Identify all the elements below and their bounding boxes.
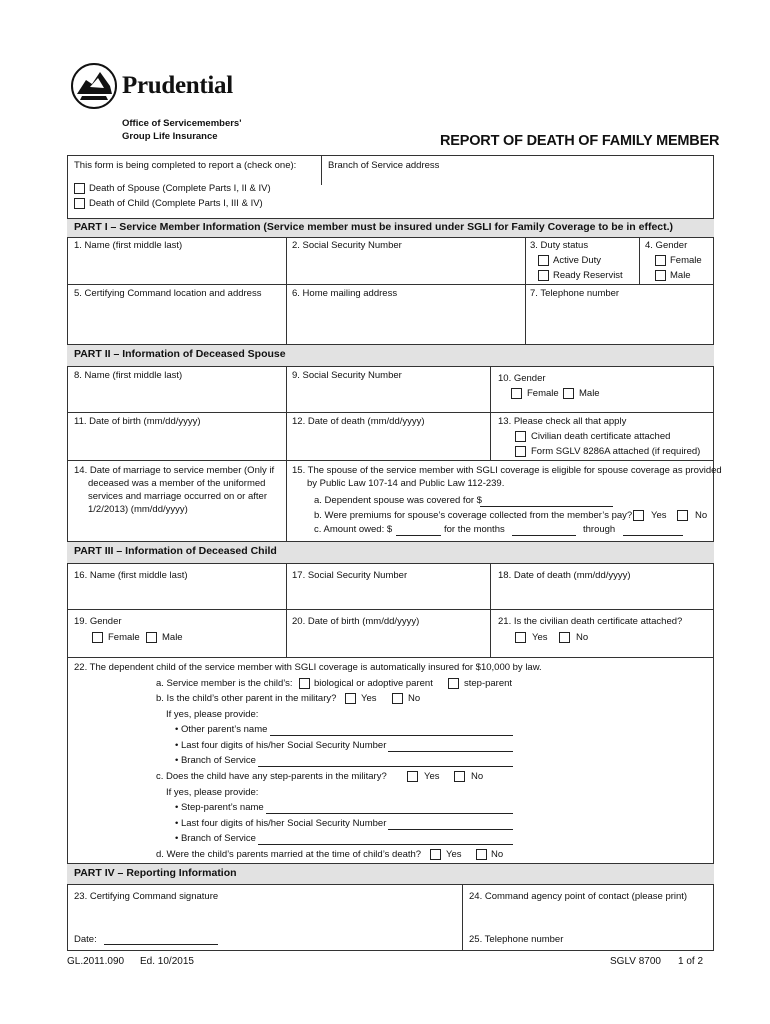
form-title: REPORT OF DEATH OF FAMILY MEMBER: [440, 133, 720, 149]
child-certificate-yes-label: Yes: [532, 632, 548, 643]
member-male-checkbox[interactable]: [655, 270, 666, 281]
premiums-no-checkbox[interactable]: [677, 510, 688, 521]
part-4-heading: PART IV – Reporting Information: [74, 867, 237, 879]
other-parent-name-line[interactable]: [270, 735, 513, 736]
signature-date-line[interactable]: [104, 944, 218, 945]
step-parent-military-yes-checkbox[interactable]: [407, 771, 418, 782]
step-parent-branch-line[interactable]: [258, 844, 513, 845]
spouse-female-checkbox[interactable]: [511, 388, 522, 399]
child-certificate-yes-checkbox[interactable]: [515, 632, 526, 643]
step-parent-name-line[interactable]: [266, 813, 513, 814]
parents-married-no-label: No: [491, 849, 504, 860]
premiums-yes-checkbox[interactable]: [633, 510, 644, 521]
field-21-label: 21. Is the civilian death certificate attached?: [498, 616, 683, 627]
footer-page-number: 1 of 2: [678, 956, 704, 967]
part-1-heading: PART I – Service Member Information (Service member must be insured under SGLI for Family Coverage to be in effect.): [74, 221, 674, 233]
parents-married-yes-label: Yes: [446, 849, 462, 860]
other-parent-military-no-checkbox[interactable]: [392, 693, 403, 704]
child-female-label: Female: [108, 632, 140, 643]
premiums-yes-label: Yes: [651, 510, 667, 521]
field-1-name-label: 1. Name (first middle last): [74, 240, 183, 251]
form-8286a-label: Form SGLV 8286A attached (if required): [531, 446, 701, 457]
field-15b-label: b. Were premiums for spouse’s coverage collected from the member’s pay?: [314, 510, 633, 521]
part-2-heading: PART II – Information of Deceased Spouse: [74, 348, 286, 360]
date-label: Date:: [74, 934, 97, 945]
field-9-ssn-label: 9. Social Security Number: [292, 370, 402, 381]
form-8286a-checkbox[interactable]: [515, 446, 526, 457]
child-certificate-no-label: No: [576, 632, 589, 643]
other-parent-military-yes-label: Yes: [361, 693, 377, 704]
death-of-spouse-label: Death of Spouse (Complete Parts I, II & IV): [89, 183, 271, 194]
field-14-line-2: deceased was a member of the uniformed: [88, 478, 266, 489]
step-parent-ssn-label: • Last four digits of his/her Social Security Number: [175, 818, 387, 829]
civilian-certificate-checkbox[interactable]: [515, 431, 526, 442]
spouse-male-label: Male: [579, 388, 600, 399]
ready-reservist-checkbox[interactable]: [538, 270, 549, 281]
member-male-label: Male: [670, 270, 691, 281]
field-15-line-2: by Public Law 107-14 and Public Law 112-239.: [307, 478, 505, 489]
field-25-telephone-label: 25. Telephone number: [469, 934, 564, 945]
field-6-home-address-label: 6. Home mailing address: [292, 288, 398, 299]
report-purpose-label: This form is being completed to report a (check one):: [74, 160, 297, 171]
step-parent-military-no-checkbox[interactable]: [454, 771, 465, 782]
amount-owed-line[interactable]: [396, 535, 441, 536]
other-parent-branch-line[interactable]: [258, 766, 513, 767]
field-23-signature-label: 23. Certifying Command signature: [74, 891, 219, 902]
active-duty-checkbox[interactable]: [538, 255, 549, 266]
step-parent-ssn-line[interactable]: [388, 829, 513, 830]
branch-address-label: Branch of Service address: [328, 160, 440, 171]
field-24-contact-label: 24. Command agency point of contact (please print): [469, 891, 688, 902]
field-15c-label: c. Amount owed: $: [314, 524, 393, 535]
footer-form-code: GL.2011.090: [67, 956, 125, 967]
parents-married-no-checkbox[interactable]: [476, 849, 487, 860]
step-parent-military-yes-label: Yes: [424, 771, 440, 782]
field-8-name-label: 8. Name (first middle last): [74, 370, 183, 381]
other-parent-military-yes-checkbox[interactable]: [345, 693, 356, 704]
child-male-checkbox[interactable]: [146, 632, 157, 643]
footer-edition: Ed. 10/2015: [140, 956, 194, 967]
biological-parent-checkbox[interactable]: [299, 678, 310, 689]
field-2-ssn-label: 2. Social Security Number: [292, 240, 402, 251]
child-male-label: Male: [162, 632, 183, 643]
biological-parent-label: biological or adoptive parent: [314, 678, 433, 689]
other-parent-name-label: • Other parent’s name: [175, 724, 268, 735]
through-label: through: [583, 524, 616, 535]
field-10-gender-label: 10. Gender: [498, 373, 546, 384]
spouse-female-label: Female: [527, 388, 559, 399]
brand-name: Prudential: [122, 72, 233, 99]
office-line-2: Group Life Insurance: [122, 131, 218, 142]
field-22d-label: d. Were the child’s parents married at the time of child’s death?: [156, 849, 422, 860]
field-22c-if-yes: If yes, please provide:: [166, 787, 259, 798]
field-4-gender-label: 4. Gender: [645, 240, 688, 251]
other-parent-branch-label: • Branch of Service: [175, 755, 256, 766]
step-parent-branch-label: • Branch of Service: [175, 833, 256, 844]
step-parent-military-no-label: No: [471, 771, 484, 782]
field-22b-if-yes: If yes, please provide:: [166, 709, 259, 720]
months-through-line[interactable]: [623, 535, 683, 536]
parents-married-yes-checkbox[interactable]: [430, 849, 441, 860]
footer-form-id: SGLV 8700: [610, 956, 661, 967]
prudential-rock-logo: [70, 62, 118, 110]
field-12-dod-label: 12. Date of death (mm/dd/yyyy): [292, 416, 425, 427]
death-of-child-checkbox[interactable]: [74, 198, 85, 209]
for-the-months-label: for the months: [444, 524, 505, 535]
field-16-name-label: 16. Name (first middle last): [74, 570, 188, 581]
child-female-checkbox[interactable]: [92, 632, 103, 643]
field-22c-label: c. Does the child have any step-parents in the military?: [156, 771, 387, 782]
field-17-ssn-label: 17. Social Security Number: [292, 570, 408, 581]
step-parent-name-label: • Step-parent’s name: [175, 802, 264, 813]
active-duty-label: Active Duty: [553, 255, 602, 266]
death-of-spouse-checkbox[interactable]: [74, 183, 85, 194]
covered-amount-line[interactable]: [480, 506, 613, 507]
other-parent-ssn-label: • Last four digits of his/her Social Security Number: [175, 740, 387, 751]
field-3-duty-status-label: 3. Duty status: [530, 240, 589, 251]
field-19-gender-label: 19. Gender: [74, 616, 122, 627]
field-14-line-1: 14. Date of marriage to service member (Only if: [74, 465, 275, 476]
step-parent-checkbox[interactable]: [448, 678, 459, 689]
months-from-line[interactable]: [512, 535, 576, 536]
other-parent-military-no-label: No: [408, 693, 421, 704]
ready-reservist-label: Ready Reservist: [553, 270, 623, 281]
field-11-dob-label: 11. Date of birth (mm/dd/yyyy): [74, 416, 201, 427]
field-22-label: 22. The dependent child of the service member with SGLI coverage is automatically insured for $10,000 by law.: [74, 662, 542, 673]
field-5-command-label: 5. Certifying Command location and address: [74, 288, 262, 299]
field-7-telephone-label: 7. Telephone number: [530, 288, 620, 299]
premiums-no-label: No: [695, 510, 708, 521]
field-14-line-3: services and marriage occurred on or after: [88, 491, 267, 502]
field-15-line-1: 15. The spouse of the service member with SGLI coverage is eligible for spouse coverage as provided: [292, 465, 722, 476]
field-15a-label: a. Dependent spouse was covered for $: [314, 495, 482, 506]
member-female-label: Female: [670, 255, 702, 266]
field-18-dod-label: 18. Date of death (mm/dd/yyyy): [498, 570, 631, 581]
field-22b-label: b. Is the child’s other parent in the military?: [156, 693, 337, 704]
field-22a-label: a. Service member is the child’s:: [156, 678, 293, 689]
field-14-line-4: 1/2/2013) (mm/dd/yyyy): [88, 504, 188, 515]
member-female-checkbox[interactable]: [655, 255, 666, 266]
field-20-dob-label: 20. Date of birth (mm/dd/yyyy): [292, 616, 420, 627]
civilian-certificate-label: Civilian death certificate attached: [531, 431, 671, 442]
office-line-1: Office of Servicemembers': [122, 118, 242, 129]
step-parent-label: step-parent: [464, 678, 513, 689]
spouse-male-checkbox[interactable]: [563, 388, 574, 399]
field-13-label: 13. Please check all that apply: [498, 416, 627, 427]
other-parent-ssn-line[interactable]: [388, 751, 513, 752]
part-3-heading: PART III – Information of Deceased Child: [74, 545, 277, 557]
child-certificate-no-checkbox[interactable]: [559, 632, 570, 643]
death-of-child-label: Death of Child (Complete Parts I, III & IV): [89, 198, 263, 209]
